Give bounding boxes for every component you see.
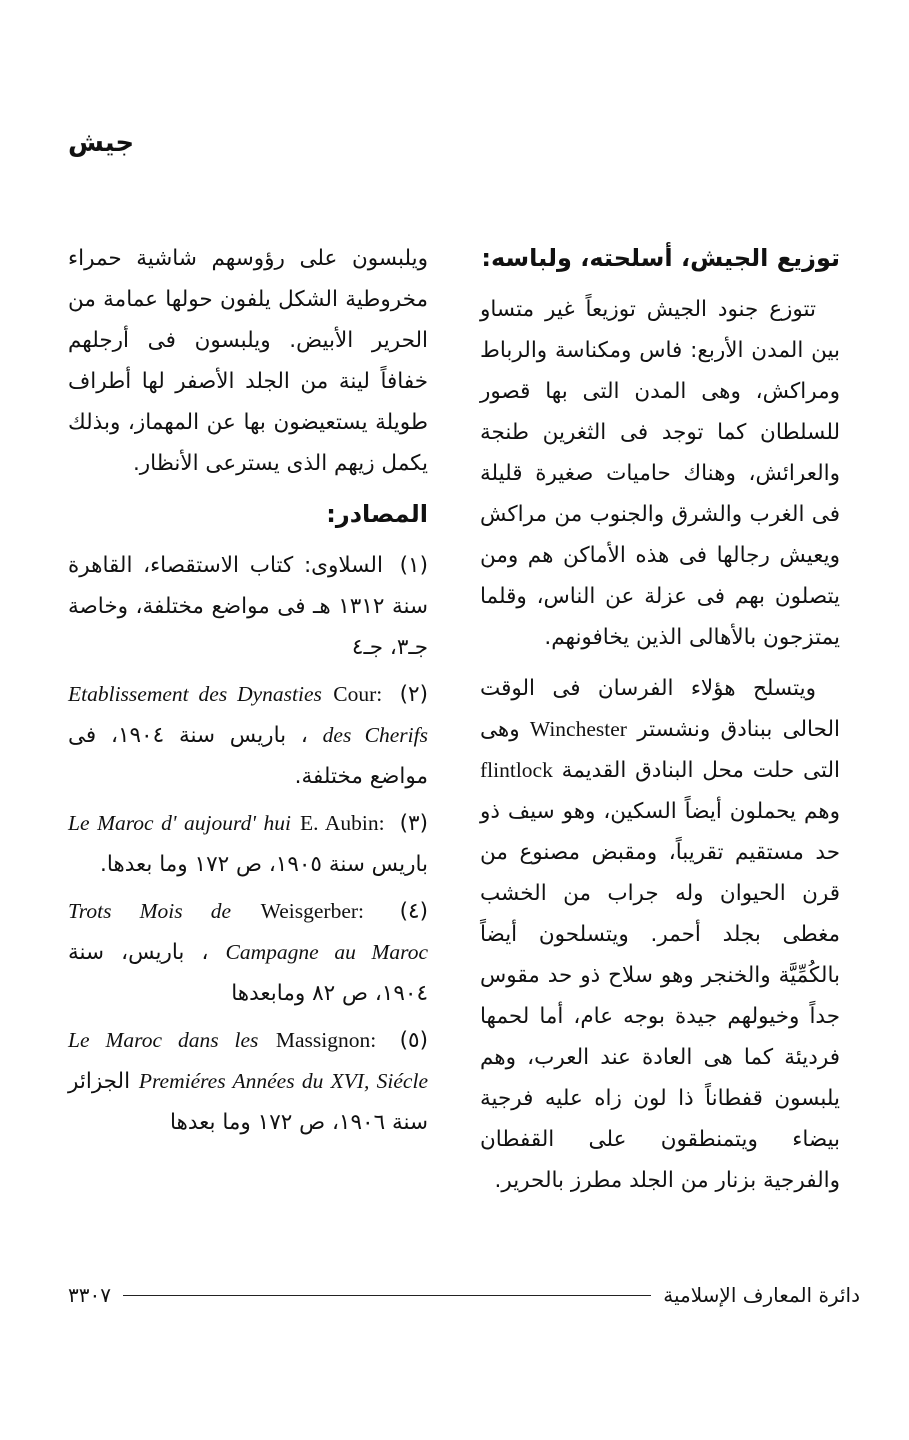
source-number: (٢) xyxy=(399,682,428,707)
source-title: Etablissement des Dynasties des Cherifs xyxy=(68,682,428,747)
paragraph-text: وهم يحملون أيضاً السكين، وهو سيف ذو حد مستقيم تقريباً، ومقبض مصنوع من قرن الحيوان وله جراب من الخشب مغطى بجلد أحمر. ويتسلحون أيضاً بالكُمِّيَّة والخنجر وهو سلاح ذو حد مقوس جداً وخيولهم جيدة بوجه عام، أما لحمها فرديئة كما هى العادة عند العرب، وهم يلبسون قفطاناً ذا لون زاه عليه فرجية بيضاء ويتمنطقون على القفطان والفرجية بزنار من الجلد مطرز بالحرير. xyxy=(480,799,840,1193)
footer-rule xyxy=(123,1295,651,1296)
source-tail: الجزائر سنة ١٩٠٦، ص ١٧٢ وما بعدها xyxy=(68,1069,428,1135)
section-title: توزيع الجيش، أسلحته، ولباسه: xyxy=(481,244,840,272)
source-item xyxy=(68,803,428,885)
latin-term: Winchester xyxy=(529,717,627,741)
source-author: E. Aubin: xyxy=(300,811,385,835)
source-number: (٤) xyxy=(399,899,428,924)
paragraph: ويلبسون على رؤوسهم شاشية حمراء مخروطية الشكل يلفون حولها عمامة من الحرير الأبيض. ويلبسون فى أرجلهم خفافاً لينة من الجلد الأصفر لها أطراف طويلة يستعيضون بها عن المهماز، وبذلك يكمل زيهم الذى يسترعى الأنظار. xyxy=(68,246,428,476)
source-item xyxy=(68,891,428,1014)
source-number: (١) xyxy=(399,553,428,578)
source-item xyxy=(68,674,428,797)
page-footer xyxy=(68,1280,860,1310)
source-author: Weisgerber: xyxy=(260,899,365,923)
source-tail: ، باريس سنة ١٩٠٤، فى مواضع مختلفة. xyxy=(68,723,428,789)
source-text: السلاوى: كتاب الاستقصاء، القاهرة سنة ١٣١٢ هـ فى مواضع مختلفة، وخاصة جـ٣، جـ٤ xyxy=(68,553,428,660)
source-number: (٥) xyxy=(399,1028,428,1053)
source-author: Massignon: xyxy=(275,1028,377,1052)
latin-term: flintlock xyxy=(480,758,553,782)
source-item xyxy=(68,545,428,668)
right-column xyxy=(480,238,840,1211)
running-header: جيش xyxy=(68,128,135,158)
source-title: Trots Mois de Campagne au Maroc xyxy=(68,899,428,964)
source-title: Le Maroc d' aujourd' hui xyxy=(68,811,291,835)
paragraph-text: ويتسلح هؤلاء الفرسان فى الوقت الحالى ببنادق ونشستر xyxy=(480,676,840,742)
paragraph: تتوزع جنود الجيش توزيعاً غير متساو بين المدن الأربع: فاس ومكناسة والرباط ومراكش، وهى المدن التى بها قصور للسلطان كما توجد فى الثغرين طنجة والعرائش، وهناك حاميات صغيرة قليلة فى الغرب والشرق والجنوب من مراكش ويعيش رجالها فى هذه الأماكن هم ومن يتصلون بهم فى عزلة عن الناس، وقلما يمتزجون بالأهالى الذين يخافونهم. xyxy=(480,297,840,650)
page-number: ٣٣٠٧ xyxy=(68,1283,111,1307)
source-item xyxy=(68,1020,428,1143)
source-author: Cour: xyxy=(333,682,383,706)
paragraph xyxy=(480,668,840,1201)
left-column xyxy=(68,238,428,1149)
source-number: (٣) xyxy=(399,811,428,836)
paragraph-text: وهى التى حلت محل البنادق القديمة xyxy=(480,717,840,783)
source-title: Le Maroc dans les Premiéres Années du XVI, Siécle xyxy=(68,1028,428,1093)
source-tail: باريس سنة ١٩٠٥، ص ١٧٢ وما بعدها. xyxy=(100,852,428,877)
sources-title: المصادر: xyxy=(326,500,428,528)
source-tail: ، باريس، سنة ١٩٠٤، ص ٨٢ ومابعدها xyxy=(68,940,428,1006)
footer-title: دائرة المعارف الإسلامية xyxy=(663,1283,860,1307)
